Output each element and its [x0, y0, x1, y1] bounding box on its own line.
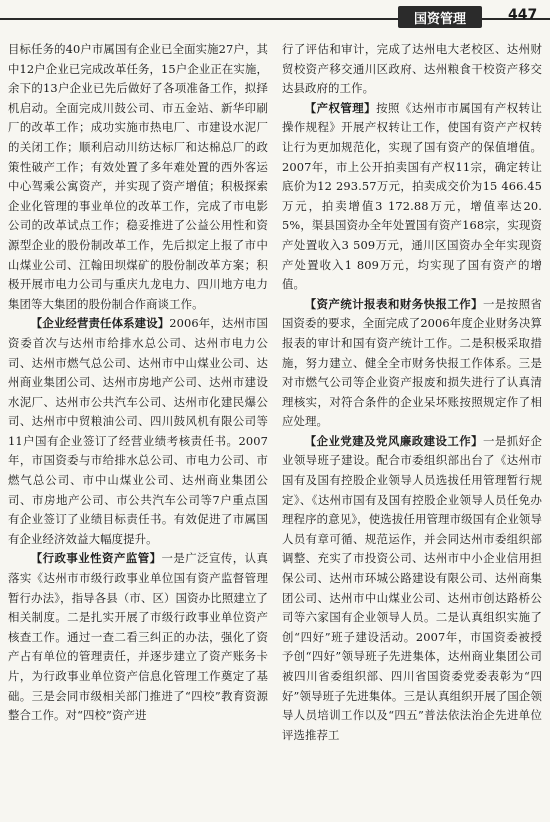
heading-admin-asset-supervision: 【行政事业性资产监管】 — [30, 551, 162, 566]
paragraph-reform-progress: 目标任务的40户市属国有企业已全面实施27户，其中12户企业已完成改革任务，15户企业正在实施，余下的13户企业已先后做好了各项准备工作，拟择机启动。全面完成川鼓公司、市五金站、新华印刷厂的改革工作；成功实施市热电厂、市建设水泥厂的关闭工作；顺利启动川纺达标厂和达棉总厂的政策性破产工作；有效处置了多年难处置的西外客运中心驾乘公寓资产，并实现了资产增值；积极探索企业化管理的事业单位的改革工作，完成了市电影公司的改革试点工作；稳妥推进了公益公用性和资源型企业的股份制改革工作，先后拟定上报了市中山煤业公司、江翰田坝煤矿的股份制改革方案；积极开展市电力公司与重庆九龙电力、四川地方电力集团等大集团的股份制合作商谈工作。 — [8, 42, 268, 311]
section-title-badge: 国资管理 — [398, 6, 482, 28]
paragraph-admin-asset-supervision — [8, 549, 268, 725]
paragraph-party-building — [282, 432, 542, 746]
page-number: 447 — [508, 7, 538, 23]
body-party-building: 一是抓好企业领导班子建设。配合市委组织部出台了《达州市国有及国有控股企业领导人员选拔任用管理暂行规定》、《达州市国有及国有控股企业领导人员任免办理程序的意见》，使选拔任用管理市级国有企业领导人员有章可循、规范运作，并会同达州市委组织部调整、充实了市投资公司、达州市中小企业信用担保公司、达州市环城公路建设有限公司、达州商集团公司、达州市中山煤业公司、达州市创达路桥公司等六家国有企业领导人员。二是认真组织实施了创“四好”班子建设活动。2007年，市国资委被授予创“四好”领导班子先进集体，达州商业集团公司被四川省委组织部、四川省国资委党委表彰为“四好”领导班子先进集体。三是认真组织开展了国企领导人员培训工作以及“四五”普法依法治企先进单位评选推荐工 — [282, 433, 542, 742]
body-statistics-reports: 一是按照省国资委的要求，全面完成了2006年度企业财务决算报表的审计和国有资产统计工作。二是积极采取措施，努力建立、健全全市财务快报工作体系。三是对市燃气公司等企业资产报废和损失进行了认真清理核实，对符合条件的企业呆坏账按照规定作了相应处理。 — [282, 296, 542, 429]
right-column — [282, 40, 542, 810]
body-responsibility-system: 2006年，达州市国资委首次与达州市给排水总公司、达州市电力公司、达州市燃气总公司、达州市中山煤业公司、达州商业集团公司、达州市房地产公司、达州市建设水泥厂、达州市公共汽车公司、达州市化建民爆公司、达州市中贸粮油公司、四川鼓风机有限公司等11户国有企业签订了经营业绩考核责任书。2007年，市国资委与市给排水总公司、市电力公司、市燃气总公司、市中山煤业公司、达州商业集团公司、市房地产公司、市公共汽车公司等7户重点国有企业签订了业绩目标责任书。有效促进了市属国有企业经济效益大幅度提升。 — [8, 316, 268, 546]
heading-responsibility-system: 【企业经营责任体系建设】 — [30, 316, 170, 331]
paragraph-statistics-reports — [282, 295, 542, 432]
body-admin-asset-supervision: 一是广泛宣传，认真落实《达州市市级行政事业单位国有资产监督管理暂行办法》，指导各县（市、区）国资办比照建立了相关制度。二是扎实开展了市级行政事业单位资产核查工作。通过一查二看三纠正的办法，强化了资产占有单位的管理责任，并逐步建立了资产账务卡片，为行政事业单位资产信息化管理工作奠定了基础。三是会同市级相关部门推进了“四校”教育资源整合工作。对“四校”资产进 — [8, 551, 268, 723]
body-property-rights: 按照《达州市市属国有产权转让操作规程》开展产权转让工作，使国有资产产权转让行为更加规范化，实现了国有资产的保值增值。2007年，市上公开拍卖国有产权11宗，确定转让底价为12 293.57万元，拍卖成交价为15 466.45万元，拍卖增值3 172.88万元，增值率达20.5%，渠县国资办全年处置国有资产168宗，实现资产处置收入3 509万元，通川区国资办全年实现资产处置收入1 809万元，均实现了国有资产的增值。 — [282, 100, 542, 292]
paragraph-responsibility-system — [8, 314, 268, 549]
heading-party-building: 【企业党建及党风廉政建设工作】 — [304, 433, 483, 448]
left-column — [8, 40, 268, 810]
page-header — [0, 0, 550, 40]
heading-statistics-reports: 【资产统计报表和财务快报工作】 — [304, 296, 483, 311]
paragraph-property-rights — [282, 99, 542, 295]
paragraph-continuation: 行了评估和审计，完成了达州电大老校区、达州财贸校资产移交通川区政府、达州粮食干校资产移交达县政府的工作。 — [282, 42, 542, 96]
heading-property-rights: 【产权管理】 — [304, 100, 377, 115]
